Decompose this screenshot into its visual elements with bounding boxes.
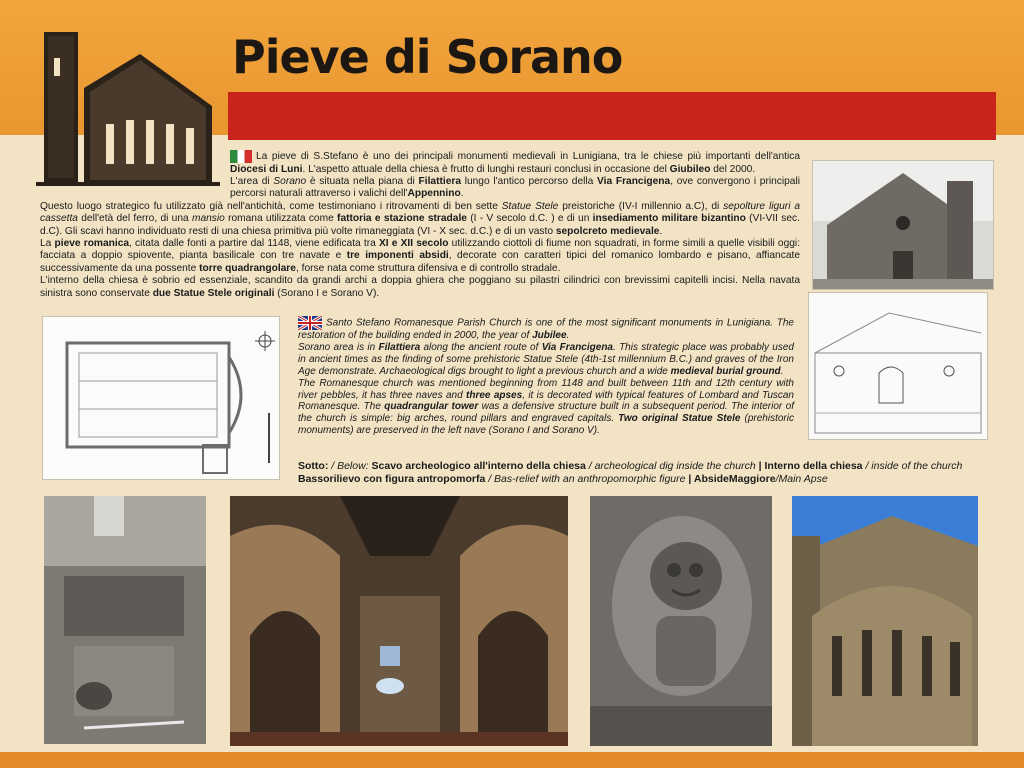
italian-text — [40, 150, 800, 300]
it-p4-i: , forse nata come struttura difensiva e di controllo stradale. — [295, 262, 561, 274]
it-p5-c: (Sorano I e Sorano V). — [274, 287, 380, 299]
excavation-photo — [44, 496, 206, 744]
it-p4-a: La — [40, 238, 55, 250]
it-p1-c: . L'aspetto attuale della chiesa è frutto di lunghi restauri conclusi in occasione del — [302, 163, 670, 175]
en-p2-b: Filattiera — [378, 341, 421, 353]
it-p3-j: insediamento militare bizantino — [592, 213, 746, 225]
it-p1-a: La pieve di S.Stefano è uno dei principali monumenti medievali in Lunigiana, tra le chiese più importanti dell'antica — [256, 151, 800, 163]
caption-sep-1: | — [758, 460, 765, 472]
it-p2-a: L'area di — [230, 176, 274, 187]
caption-4-en: /Main Apse — [775, 473, 828, 485]
en-p3-a: The Romanesque church was mentioned beginning from 1148 and built between 11th and 12th century with river pebbles, it has three naves and — [298, 377, 794, 401]
caption-1-en: / archeological dig inside the church — [585, 460, 759, 472]
it-p5-b: due Statue Stele originali — [152, 287, 275, 299]
it-p2-g: , ove convergono i principali percorsi naturali attraverso i valichi dell' — [230, 176, 800, 200]
it-p3-m: . — [659, 225, 663, 237]
it-p3-c: preistoriche (IV-I millennio a.C), di — [558, 200, 724, 212]
caption-sotto: Sotto: — [298, 460, 329, 472]
en-p2-a: Sorano area is in — [298, 341, 379, 353]
bottom-orange-strip — [0, 752, 1024, 768]
en-p2-g: . — [780, 365, 784, 377]
it-p5-a: L'interno della chiesa è sobrio ed essenziale, scandito da grandi archi a doppia ghiera che poggiano su pilastri cilindrici con brevissimi capitelli incisi. Nella navata sinistra sono conservate — [40, 275, 800, 299]
it-p2-e: lungo l'antico percorso della — [461, 176, 598, 187]
italian-flag-icon — [230, 150, 252, 163]
bas-relief-photo — [590, 496, 772, 746]
en-p3-b: three apses — [466, 389, 523, 401]
it-p4-h: torre quadrangolare — [199, 262, 296, 274]
it-p4-e: utilizzando ciottoli di fiume non squadrati, in forme simili a quelle visibili oggi: facciata a doppio spiovente, pianta basilicale con tre navate e — [40, 238, 801, 262]
en-p2-f: medieval burial ground — [670, 365, 781, 377]
it-p4-b: pieve romanica — [54, 238, 130, 250]
it-p4-g: , decorate con caratteri tipici del romanico lombardo e pisano, affiancate successivamente da una possente — [40, 250, 800, 274]
title-red-bar — [228, 92, 996, 140]
it-p2-h: Appennino — [407, 188, 461, 200]
it-p4-c: , citata dalle fonti a partire dal 1148, viene edificata tra — [129, 238, 379, 250]
it-p4-d: XI e XII secolo — [378, 238, 449, 250]
uk-flag-icon — [298, 316, 322, 330]
en-p2-c: along the ancient route of — [420, 341, 542, 353]
it-p2-i: . — [460, 188, 464, 200]
floor-plan-drawing — [42, 316, 280, 480]
caption-3-en: / Bas-relief with an anthropomorphic figure — [485, 473, 689, 485]
en-p3-g: (prehistoric monuments) are preserved in the left nave (Sorano I and Sorano V). — [298, 413, 794, 437]
caption-sep-2: | — [688, 473, 694, 485]
it-p3-b: Statue Stele — [501, 200, 559, 212]
church-interior-photo — [230, 496, 568, 746]
it-p4-f: tre imponenti absidi — [346, 250, 449, 262]
it-p3-h: fattoria e stazione stradale — [337, 213, 467, 225]
it-p3-g: romana utilizzata come — [224, 213, 338, 225]
en-p2-d: Via Francigena — [541, 341, 613, 353]
en-p3-e: was a defensive structure built in a subsequent period. The interior of the church is simple: big arches, round pillars and engraved capitals. — [298, 401, 794, 425]
it-p2-b: Sorano — [273, 176, 307, 187]
caption-1-it: Scavo archeologico all'interno della chiesa — [371, 460, 586, 472]
it-p3-i: (I - V secolo d.C. ) e di un — [466, 213, 593, 225]
caption-below: / Below: — [328, 460, 372, 472]
it-p2-d: Filattiera — [418, 176, 461, 187]
en-p1-b: Jubilee — [532, 330, 567, 341]
en-p3-d: quadrangular tower — [384, 401, 479, 413]
en-p3-c: , it is decorated with typical features of Lombard and Tuscan Romanesque. The — [298, 389, 794, 413]
caption-3-it: Bassorilievo con figura antropomorfa — [298, 473, 486, 485]
caption-4-it: AbsideMaggiore — [693, 473, 776, 485]
english-text — [298, 316, 794, 437]
it-p1-b: Diocesi di Luni — [230, 163, 303, 175]
it-p3-k: (VI-VII sec. d.C). Gli scavi hanno individuato resti di una chiesa primitiva più volte rimaneggiata (VI - X sec. d.C.) e di un vasto — [40, 213, 800, 237]
it-p1-e: del 2000. — [710, 163, 756, 175]
it-p2-f: Via Francigena — [597, 176, 671, 187]
it-p3-a: Questo luogo strategico fu utilizzato già nell'antichità, come testimoniano i ritrovamenti di ben sette — [40, 200, 502, 212]
it-p3-d: sepolture liguri a cassetta — [40, 200, 801, 225]
photo-caption — [298, 460, 988, 486]
caption-2-it: Interno della chiesa — [764, 460, 863, 472]
main-apse-photo — [792, 496, 978, 746]
en-p1-c: . — [566, 330, 570, 341]
en-p1-a: Santo Stefano Romanesque Parish Church is one of the most significant monuments in Lunigiana. The restoration of the building ended in 2000, the year of — [298, 317, 794, 341]
page-title: Pieve di Sorano — [232, 30, 623, 84]
facade-photo — [812, 160, 994, 290]
en-p3-f: Two original Statue Stele — [618, 413, 741, 425]
it-p3-e: dell'età del ferro, di una — [77, 213, 192, 225]
it-p2-c: è situata nella piana di — [306, 176, 419, 187]
it-p1-d: Giubileo — [669, 163, 711, 175]
it-p3-f: mansio — [191, 213, 225, 225]
elevation-drawing — [808, 292, 988, 440]
caption-2-en: / inside of the church — [862, 460, 963, 472]
en-p2-e: . This strategic place was probably used in ancient times as the finding of some prehistoric Statue Stele (4th-1st millennium B.C.) and graves of the Iron Age demonstrate. Archaeological digs brought to light a previous church and a wide — [298, 341, 794, 377]
it-p3-l: sepolcreto medievale — [555, 225, 660, 237]
